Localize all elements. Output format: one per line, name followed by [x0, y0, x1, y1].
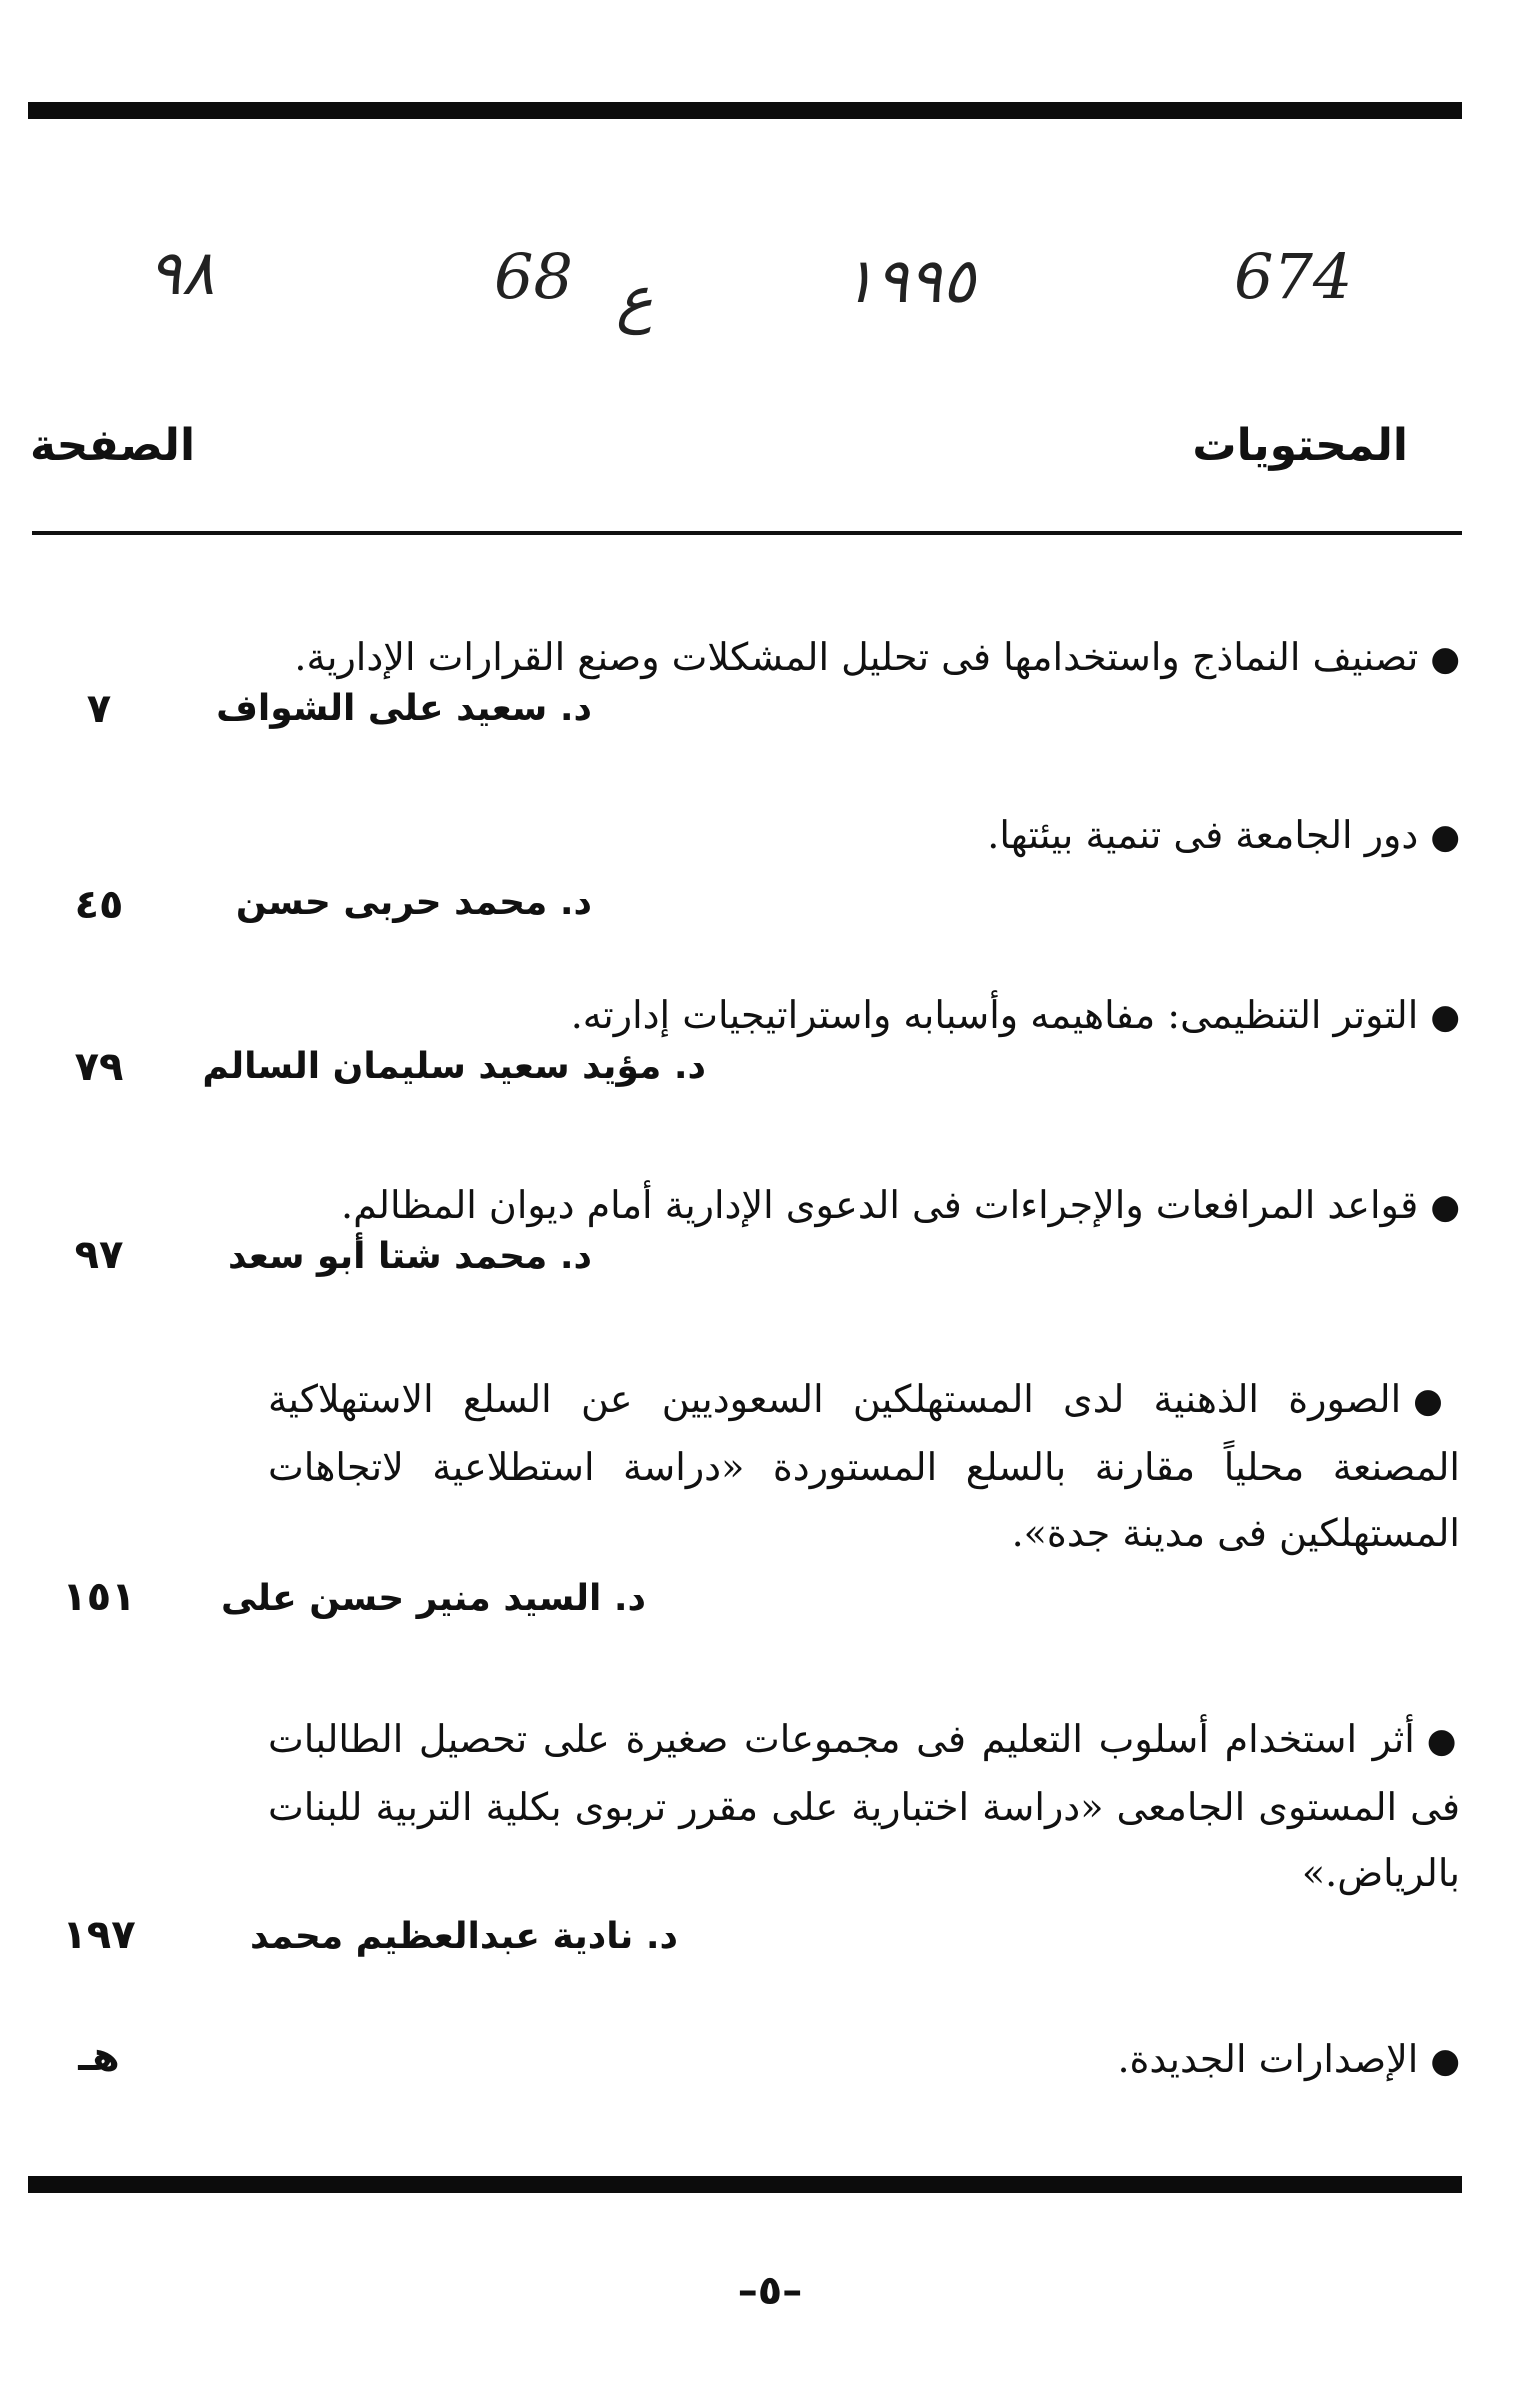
toc-entry-page: ١٥١ [62, 1574, 136, 1620]
toc-entry-author: د. سعيد على الشواف [216, 688, 592, 729]
bullet-icon: ● [1413, 1381, 1460, 1421]
top-rule [28, 102, 1462, 119]
bullet-icon: ● [1430, 1187, 1460, 1227]
handwritten-note: ٩٨ [148, 236, 215, 309]
toc-entry-author: د. السيد منير حسن على [220, 1578, 646, 1619]
toc-entry-author: د. محمد شتا أبو سعد [227, 1236, 592, 1277]
toc-entry-title: ●تصنيف النماذج واستخدامها فى تحليل المشكلات وصنع القرارات الإدارية. [294, 635, 1460, 679]
handwritten-note: 68 [494, 240, 573, 313]
toc-entry-page: هـ [78, 2034, 120, 2080]
toc-entry-author: د. محمد حربى حسن [235, 882, 592, 923]
toc-entry-page: ٤٥ [74, 882, 124, 928]
bullet-icon: ● [1430, 817, 1460, 857]
bullet-icon: ● [1430, 639, 1460, 679]
toc-entry-title: ●التوتر التنظيمى: مفاهيمه وأسبابه واستراتيجيات إدارته. [570, 993, 1460, 1037]
toc-entry-page: ٧ [86, 686, 112, 732]
toc-entry-title: ●الصورة الذهنية لدى المستهلكين السعوديين عن السلع الاستهلاكية المصنعة محلياً مقارنة بالسلع المستوردة «دراسة استطلاعية لاتجاهات المستهلكين فى مدينة جدة». [268, 1377, 1460, 1555]
toc-entry-page: ٧٩ [74, 1044, 124, 1090]
bullet-icon: ● [1430, 997, 1460, 1037]
handwritten-note: 674 [1234, 240, 1353, 313]
toc-entry-title: ●قواعد المرافعات والإجراءات فى الدعوى الإدارية أمام ديوان المظالم. [341, 1183, 1460, 1227]
bullet-icon: ● [1430, 2041, 1460, 2081]
bullet-icon: ● [1426, 1721, 1460, 1761]
handwritten-note: ١٩٩٥ [842, 244, 976, 317]
toc-entry-page: ١٩٧ [62, 1912, 136, 1958]
toc-entry-title: ●أثر استخدام أسلوب التعليم فى مجموعات صغيرة على تحصيل الطالبات فى المستوى الجامعى «دراسة اختبارية على مقرر تربوى بكلية التربية للبنات بالرياض.» [268, 1717, 1460, 1895]
toc-entry-title: ●دور الجامعة فى تنمية بيئتها. [987, 813, 1460, 857]
handwritten-note: ع [616, 262, 653, 335]
page-column-label: الصفحة [30, 420, 196, 471]
toc-entry-title: ●الإصدارات الجديدة. [1117, 2037, 1460, 2081]
contents-title: المحتويات [1192, 420, 1408, 471]
header-rule [32, 531, 1462, 535]
bottom-rule [28, 2176, 1462, 2193]
toc-entry-author: د. نادية عبدالعظيم محمد [249, 1916, 678, 1957]
page-number: –٥– [737, 2268, 803, 2314]
toc-entry-author: د. مؤيد سعيد سليمان السالم [202, 1046, 706, 1087]
toc-entry-page: ٩٧ [74, 1232, 124, 1278]
